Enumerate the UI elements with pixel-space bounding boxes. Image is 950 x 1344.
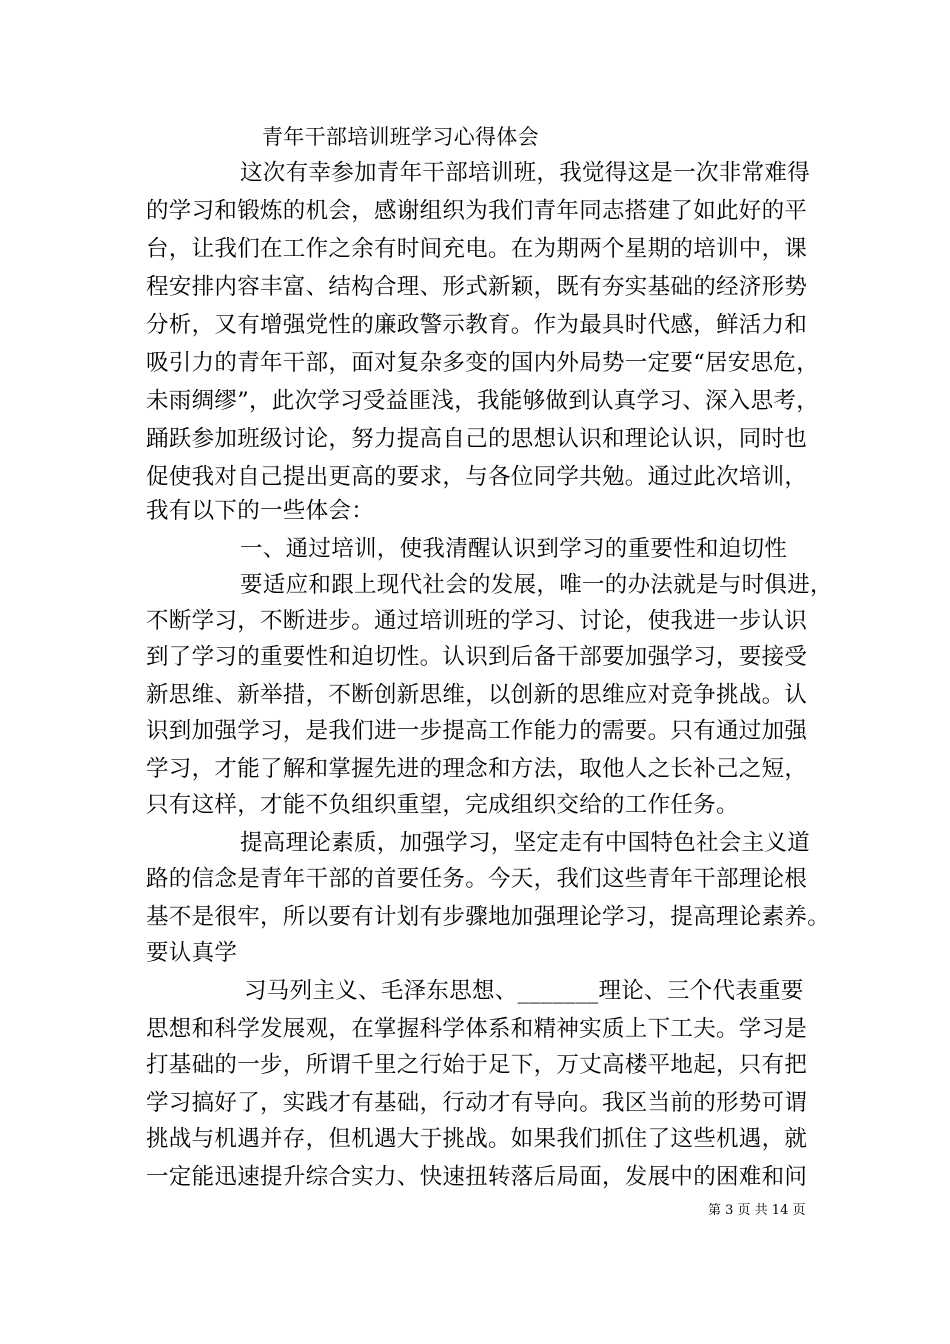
page-number-footer: 第 3 页 共 14 页 [708, 1203, 806, 1218]
text-line: 思想和科学发展观，在掌握科学体系和精神实质上下工夫。学习是 [146, 1016, 808, 1042]
text-line: 识到加强学习，是我们进一步提高工作能力的需要。只有通过加强 [146, 718, 808, 744]
section-heading: 一、通过培训，使我清醒认识到学习的重要性和迫切性 [240, 536, 788, 562]
text-line: 吸引力的青年干部，面对复杂多变的国内外局势一定要“居安思危， [146, 350, 820, 376]
text-line: 分析，又有增强党性的廉政警示教育。作为最具时代感，鲜活力和 [146, 312, 808, 338]
text-line: 路的信念是青年干部的首要任务。今天，我们这些青年干部理论根 [146, 866, 808, 892]
text-line: 挑战与机遇并存，但机遇大于挑战。如果我们抓住了这些机遇，就 [146, 1126, 808, 1152]
text-line: 习马列主义、毛泽东思想、_______理论、三个代表重要 [244, 978, 804, 1004]
text-line: 我有以下的一些体会： [146, 498, 375, 524]
text-line: 学习搞好了，实践才有基础，行动才有导向。我区当前的形势可谓 [146, 1090, 808, 1116]
text-line: 程安排内容丰富、结构合理、形式新颖，既有夯实基础的经济形势 [146, 274, 808, 300]
text-line: 一定能迅速提升综合实力、快速扭转落后局面，发展中的困难和问 [146, 1164, 808, 1190]
text-line: 新思维、新举措，不断创新思维，以创新的思维应对竞争挑战。认 [146, 682, 808, 708]
text-line: 不断学习，不断进步。通过培训班的学习、讨论，使我进一步认识 [146, 608, 808, 634]
text-line: 台，让我们在工作之余有时间充电。在为期两个星期的培训中，课 [146, 236, 808, 262]
text-line: 要适应和跟上现代社会的发展，唯一的办法就是与时俱进， [240, 572, 833, 598]
text-line: 只有这样，才能不负组织重望，完成组织交给的工作任务。 [146, 792, 739, 818]
text-line: 这次有幸参加青年干部培训班，我觉得这是一次非常难得 [240, 160, 811, 186]
text-line: 未雨绸缪”，此次学习受益匪浅，我能够做到认真学习、深入思考， [146, 388, 820, 414]
text-line: 的学习和锻炼的机会，感谢组织为我们青年同志搭建了如此好的平 [146, 198, 808, 224]
text-line: 学习，才能了解和掌握先进的理念和方法，取他人之长补己之短， [146, 756, 808, 782]
text-line: 打基础的一步，所谓千里之行始于足下，万丈高楼平地起，只有把 [146, 1052, 808, 1078]
text-line: 要认真学 [146, 940, 238, 966]
text-line: 踊跃参加班级讨论，努力提高自己的思想认识和理论认识，同时也 [146, 426, 808, 452]
document-title: 青年干部培训班学习心得体会 [262, 125, 539, 149]
text-line: 提高理论素质，加强学习，坚定走有中国特色社会主义道 [240, 830, 811, 856]
text-line: 促使我对自己提出更高的要求，与各位同学共勉。通过此次培训， [146, 464, 808, 490]
text-line: 基不是很牢，所以要有计划有步骤地加强理论学习，提高理论素养。 [146, 904, 831, 930]
text-line: 到了学习的重要性和迫切性。认识到后备干部要加强学习，要接受 [146, 644, 808, 670]
